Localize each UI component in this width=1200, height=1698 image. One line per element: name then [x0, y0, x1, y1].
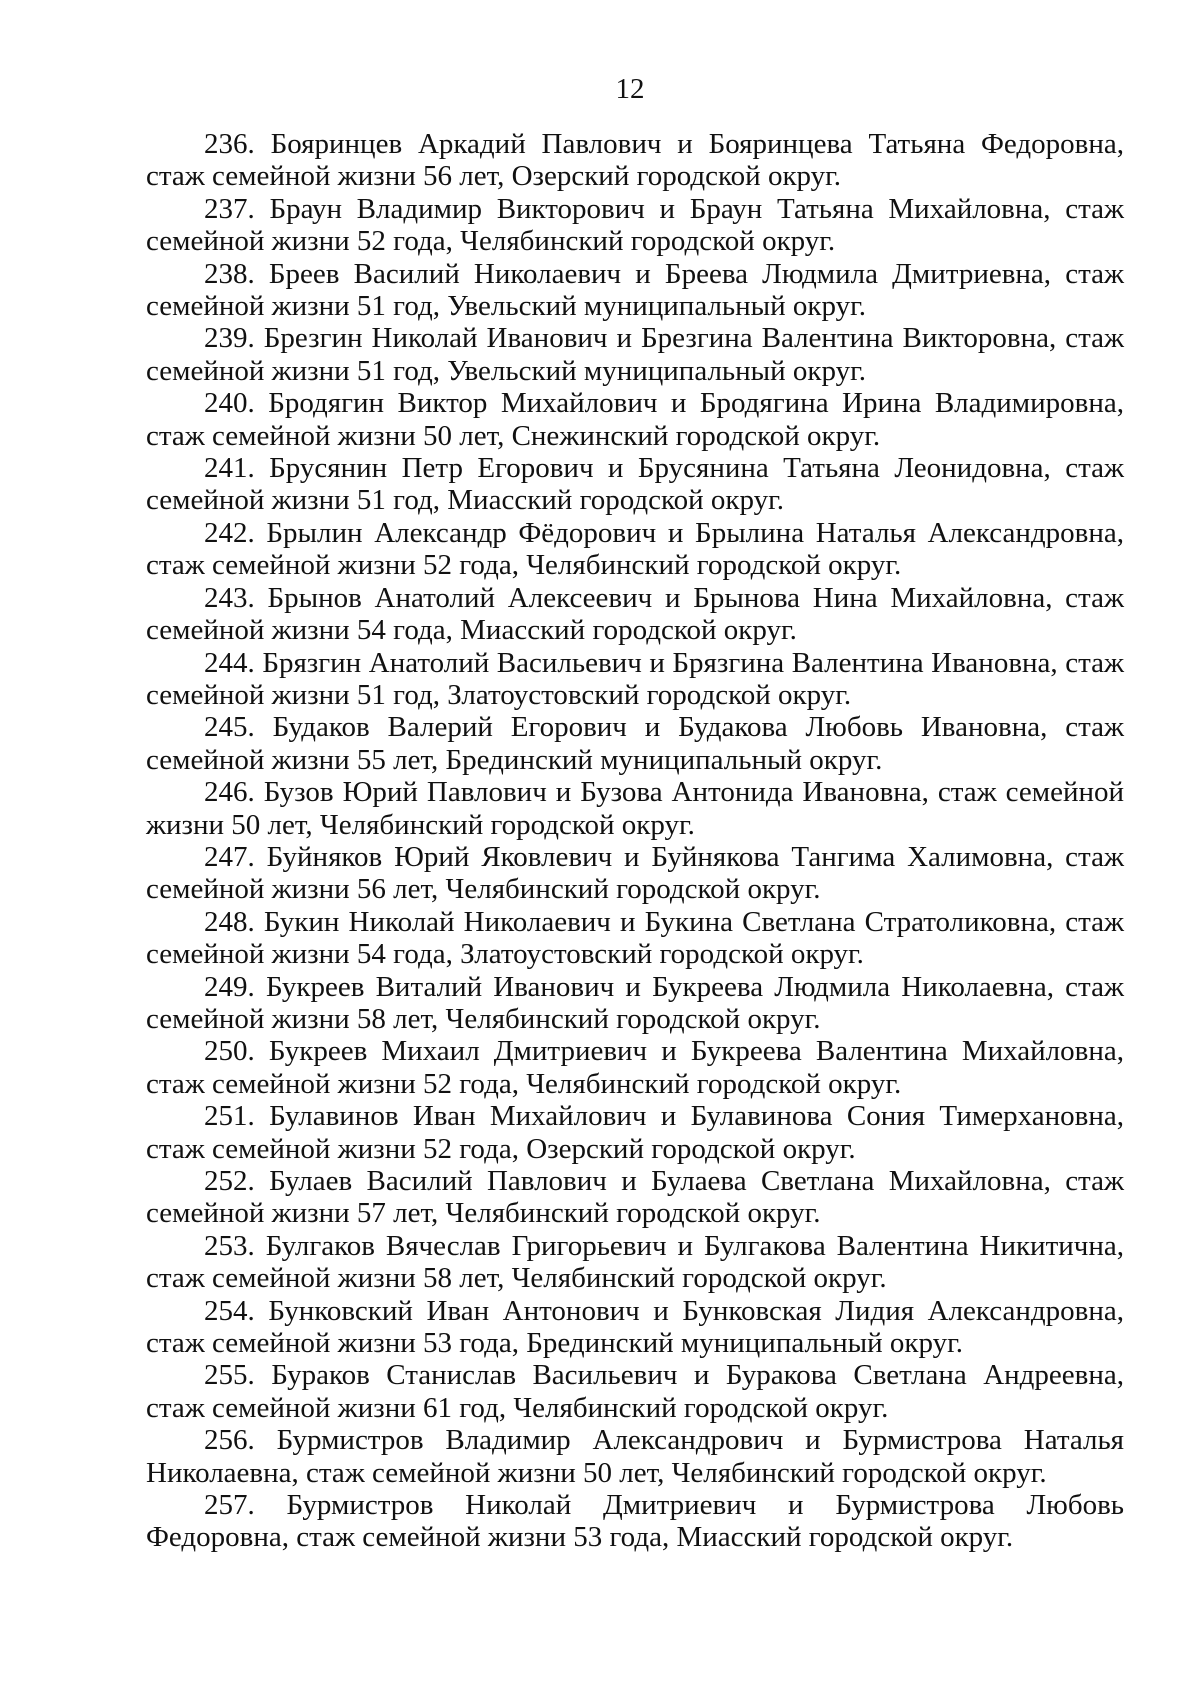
item-number: 247. [204, 840, 255, 873]
list-item [146, 322, 1124, 387]
item-number: 252. [204, 1165, 255, 1197]
item-number: 242. [204, 516, 255, 549]
item-text: Бузов Юрий Павлович и Бузова Антонида Ивановна, стаж семейной жизни 50 лет, Челябинский городской округ. [146, 776, 1125, 841]
item-number: 255. [204, 1359, 255, 1392]
item-text: Будаков Валерий Егорович и Будакова Любовь Ивановна, стаж семейной жизни 55 лет, Брединский муниципальный округ. [146, 711, 1124, 776]
item-number: 240. [204, 387, 255, 420]
list-item [146, 1100, 1124, 1165]
list-item [146, 841, 1124, 906]
page-number: 12 [615, 73, 645, 105]
list-item [146, 452, 1124, 517]
item-text: Букреев Виталий Иванович и Букреева Людмила Николаевна, стаж семейной жизни 58 лет, Челябинский городской округ. [146, 970, 1124, 1035]
list-item [146, 1230, 1124, 1295]
list-item [146, 193, 1124, 258]
item-number: 254. [204, 1294, 255, 1327]
list-item [146, 1359, 1124, 1424]
item-number: 257. [204, 1489, 255, 1522]
item-number: 250. [204, 1035, 255, 1068]
list-item [146, 582, 1124, 647]
item-number: 238. [204, 257, 255, 290]
item-text: Букреев Михаил Дмитриевич и Букреева Валентина Михайловна, стаж семейной жизни 52 года, Челябинский городской округ. [146, 1035, 1124, 1100]
item-text: Бурмистров Владимир Александрович и Бурмистрова Наталья Николаевна, стаж семейной жизни 50 лет, Челябинский городской округ. [146, 1424, 1125, 1489]
list-item [146, 1295, 1124, 1360]
list-item [146, 387, 1124, 452]
item-text: Брязгин Анатолий Васильевич и Брязгина Валентина Ивановна, стаж семейной жизни 51 год, Златоустовский городской округ. [146, 646, 1125, 711]
item-number: 239. [204, 322, 255, 355]
item-text: Буйняков Юрий Яковлевич и Буйнякова Тангима Халимовна, стаж семейной жизни 56 лет, Челябинский городской округ. [146, 840, 1124, 906]
list-item [146, 128, 1124, 193]
item-text: Брылин Александр Фёдорович и Брылина Наталья Александровна, стаж семейной жизни 52 года, Челябинский городской округ. [146, 516, 1124, 582]
item-text: Бураков Станислав Васильевич и Буракова Светлана Андреевна, стаж семейной жизни 61 год, Челябинский городской округ. [146, 1359, 1124, 1424]
item-number: 256. [204, 1424, 255, 1457]
item-number: 246. [204, 776, 255, 809]
item-number: 241. [204, 452, 255, 485]
list-item [146, 971, 1124, 1036]
item-number: 237. [204, 192, 255, 225]
item-text: Бродягин Виктор Михайлович и Бродягина Ирина Владимировна, стаж семейной жизни 50 лет, Снежинский городской округ. [146, 387, 1125, 452]
item-number: 249. [204, 970, 255, 1003]
item-number: 244. [204, 646, 255, 679]
item-text: Булгаков Вячеслав Григорьевич и Булгакова Валентина Никитична, стаж семейной жизни 58 лет, Челябинский городской округ. [146, 1229, 1124, 1295]
item-text: Брынов Анатолий Алексеевич и Брынова Нина Михайловна, стаж семейной жизни 54 года, Миасский городской округ. [146, 581, 1124, 647]
item-number: 251. [204, 1100, 255, 1133]
item-text: Брусянин Петр Егорович и Брусянина Татьяна Леонидовна, стаж семейной жизни 51 год, Миасский городской округ. [146, 452, 1125, 517]
item-text: Брезгин Николай Иванович и Брезгина Валентина Викторовна, стаж семейной жизни 51 год, Увельский муниципальный округ. [146, 322, 1124, 387]
list-item [146, 906, 1124, 971]
item-text: Бурмистров Николай Дмитриевич и Бурмистрова Любовь Федоровна, стаж семейной жизни 53 года, Миасский городской округ. [146, 1489, 1124, 1554]
list-item [146, 1165, 1124, 1230]
award-list [146, 128, 1124, 1554]
list-item [146, 1035, 1124, 1100]
item-text: Бунковский Иван Антонович и Бунковская Лидия Александровна, стаж семейной жизни 53 года, Брединский муниципальный округ. [146, 1294, 1124, 1360]
item-number: 253. [204, 1229, 255, 1262]
item-text: Бояринцев Аркадий Павлович и Бояринцева Татьяна Федоровна, стаж семейной жизни 56 лет, Озерский городской округ. [146, 128, 1124, 193]
item-text: Бреев Василий Николаевич и Бреева Людмила Дмитриевна, стаж семейной жизни 51 год, Увельский муниципальный округ. [146, 257, 1124, 323]
item-number: 245. [204, 711, 255, 744]
list-item [146, 1424, 1124, 1489]
item-number: 236. [204, 128, 255, 160]
item-number: 248. [204, 905, 255, 938]
list-item [146, 711, 1124, 776]
list-item [146, 776, 1124, 841]
list-item [146, 647, 1124, 712]
list-item [146, 517, 1124, 582]
item-text: Букин Николай Николаевич и Букина Светлана Стратоликовна, стаж семейной жизни 54 года, Златоустовский городской округ. [146, 905, 1125, 971]
list-item [146, 258, 1124, 323]
item-text: Булавинов Иван Михайлович и Булавинова Сония Тимерхановна, стаж семейной жизни 52 года, Озерский городской округ. [146, 1100, 1124, 1165]
list-item [146, 1489, 1124, 1554]
item-number: 243. [204, 581, 255, 614]
item-text: Браун Владимир Викторович и Браун Татьяна Михайловна, стаж семейной жизни 52 года, Челябинский городской округ. [146, 192, 1125, 258]
item-text: Булаев Василий Павлович и Булаева Светлана Михайловна, стаж семейной жизни 57 лет, Челябинский городской округ. [146, 1165, 1124, 1230]
